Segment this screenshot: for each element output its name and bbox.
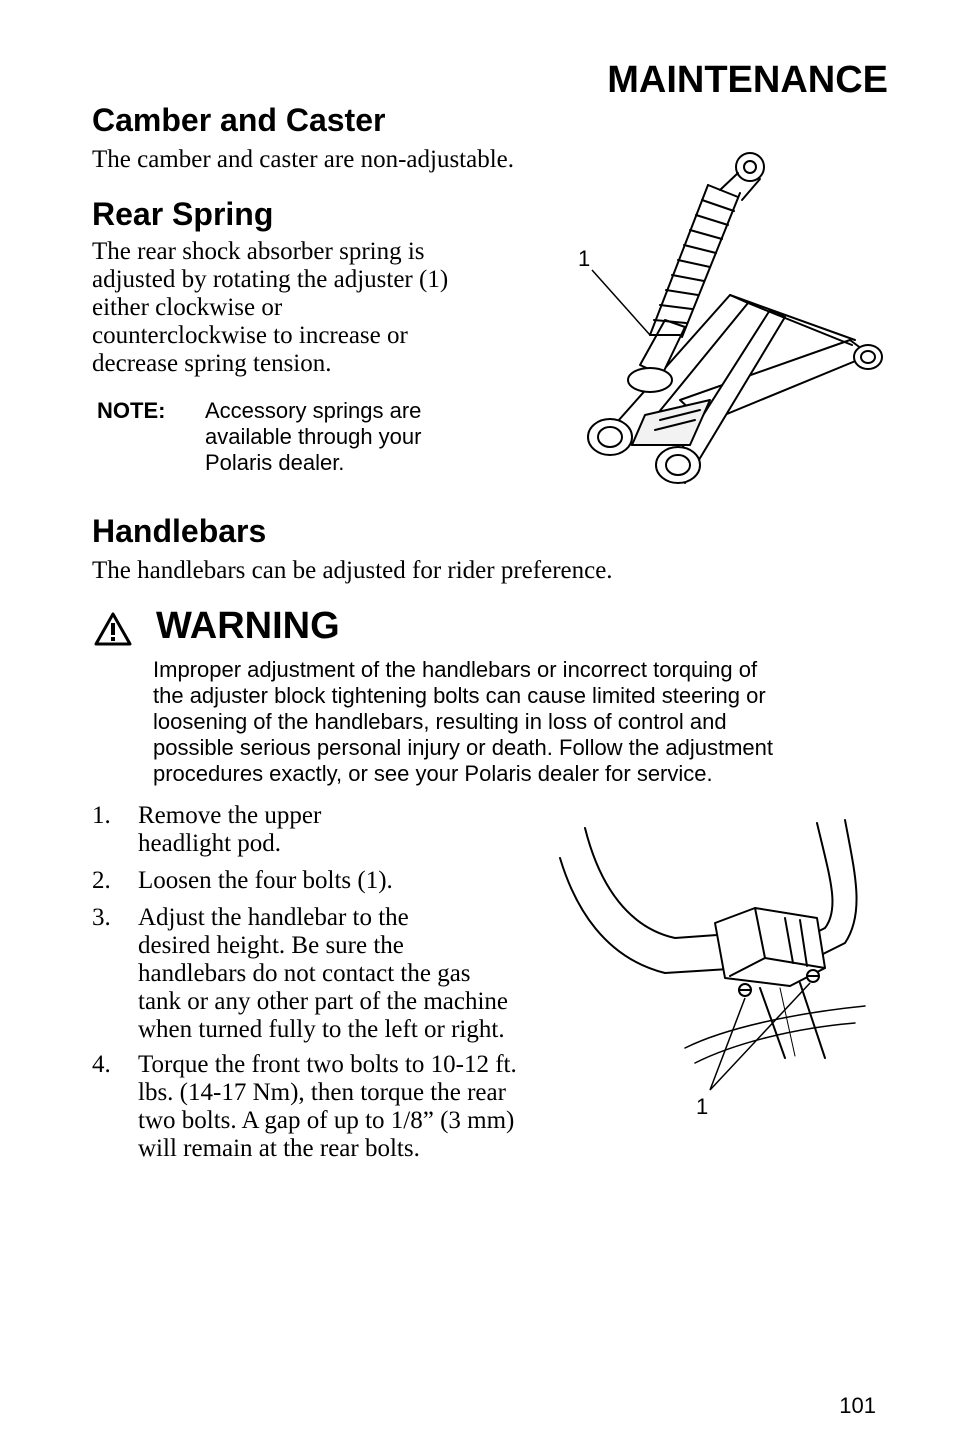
rear-spring-line: The rear shock absorber spring is (92, 238, 425, 265)
step-line: Remove the upper (138, 802, 322, 829)
rear-shock-drawing (570, 145, 890, 490)
handlebars-title: Handlebars (92, 513, 267, 549)
rear-spring-text (92, 238, 512, 378)
note-line: Accessory springs are (205, 398, 422, 423)
handlebar-illustration (555, 818, 875, 1118)
step-number: 4. (92, 1051, 111, 1078)
note-label: NOTE: (97, 398, 166, 423)
page-number: 101 (839, 1393, 876, 1418)
rear-spring-title: Rear Spring (92, 196, 274, 232)
step-line: tank or any other part of the machine (138, 988, 508, 1015)
warning-line: procedures exactly, or see your Polaris dealer for service. (153, 761, 713, 786)
chapter-title: MAINTENANCE (607, 59, 888, 101)
step-1 (92, 802, 572, 858)
step-line: headlight pod. (138, 830, 282, 857)
step-3 (92, 904, 572, 1044)
rear-spring-line: either clockwise or (92, 294, 283, 321)
warning-line: possible serious personal injury or death. Follow the adjustment (153, 735, 773, 760)
rear-spring-callout: 1 (578, 246, 591, 271)
rear-spring-line: counterclockwise to increase or (92, 322, 408, 349)
note-line: Polaris dealer. (205, 450, 345, 475)
handlebars-text: The handlebars can be adjusted for rider preference. (92, 557, 613, 584)
step-line: Torque the front two bolts to 10-12 ft. (138, 1051, 517, 1078)
note-line: available through your (205, 424, 422, 449)
warning-icon (94, 612, 132, 646)
warning-text (153, 657, 893, 787)
step-line: desired height. Be sure the (138, 932, 404, 959)
step-line: Adjust the handlebar to the (138, 904, 409, 931)
step-line: handlebars do not contact the gas (138, 960, 471, 987)
step-line: will remain at the rear bolts. (138, 1135, 420, 1162)
step-2 (92, 867, 572, 895)
warning-line: the adjuster block tightening bolts can cause limited steering or (153, 683, 766, 708)
step-line: lbs. (14-17 Nm), then torque the rear (138, 1079, 506, 1106)
handlebar-callout: 1 (696, 1094, 709, 1119)
rear-shock-illustration (570, 145, 890, 490)
step-line: Loosen the four bolts (1). (138, 867, 393, 894)
camber-text: The camber and caster are non-adjustable. (92, 146, 515, 173)
step-line: two bolts. A gap of up to 1/8” (3 mm) (138, 1107, 515, 1134)
rear-spring-line: adjusted by rotating the adjuster (1) (92, 266, 449, 293)
step-number: 1. (92, 802, 111, 829)
step-4 (92, 1051, 582, 1163)
note-text (205, 398, 505, 476)
handlebar-drawing (555, 818, 875, 1118)
camber-title: Camber and Caster (92, 102, 386, 138)
rear-spring-line: decrease spring tension. (92, 350, 332, 377)
warning-line: Improper adjustment of the handlebars or incorrect torquing of (153, 657, 758, 682)
warning-title: WARNING (156, 605, 340, 647)
step-number: 3. (92, 904, 111, 931)
warning-line: loosening of the handlebars, resulting in loss of control and (153, 709, 727, 734)
step-line: when turned fully to the left or right. (138, 1016, 505, 1043)
step-number: 2. (92, 867, 111, 894)
